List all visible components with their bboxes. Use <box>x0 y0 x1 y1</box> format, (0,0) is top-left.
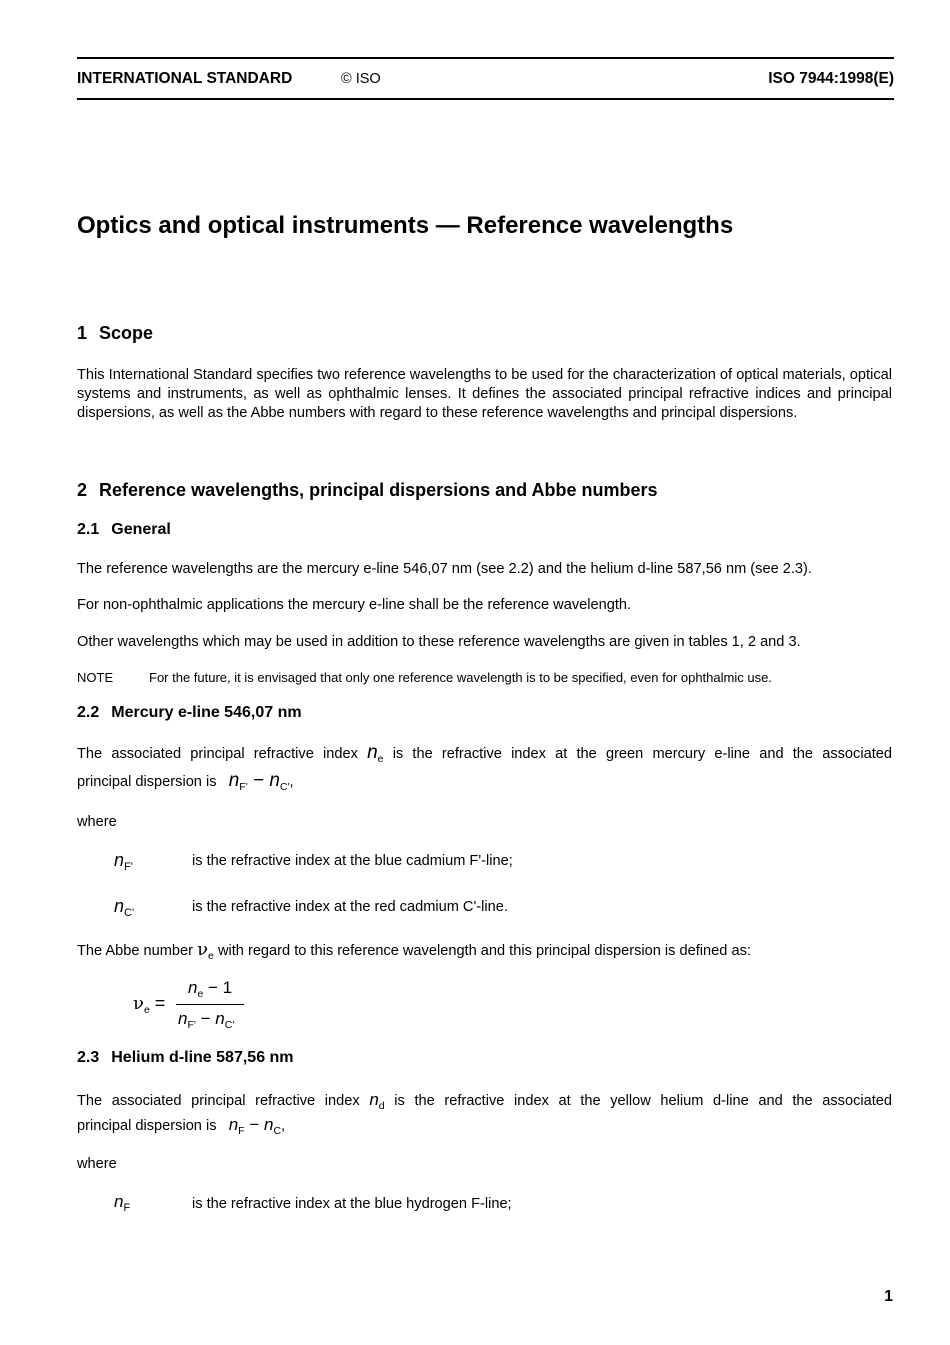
document-title: Optics and optical instruments — Reference wavelengths <box>77 212 734 239</box>
section-2-3-title: Helium d-line 587,56 nm <box>111 1049 294 1066</box>
header-rule-top <box>77 57 894 59</box>
section-2-1-number: 2.1 <box>77 521 100 538</box>
symbol-nu-e: $\nu_e$ <box>197 939 214 962</box>
helium-paragraph-line-2: principal dispersion is $n_F - n_C$, <box>77 1115 286 1137</box>
mercury-p1-after: is the refractive index at the green mercury e-line and the associated <box>392 746 892 762</box>
helium-p2-before: principal dispersion is <box>77 1118 217 1134</box>
header-standard-label: INTERNATIONAL STANDARD <box>77 70 293 87</box>
section-2-3-number: 2.3 <box>77 1049 100 1066</box>
section-2-title: Reference wavelengths, principal dispersions and Abbe numbers <box>99 480 658 500</box>
section-1-title: Scope <box>99 323 154 343</box>
symbol-n-c-prime: $n_{C'}$ <box>114 896 135 919</box>
section-2-heading <box>77 480 658 501</box>
section-2-1-heading <box>77 521 171 539</box>
dispersion-nf-nc-prime: $n_{F'} - n_{C'}$ <box>228 770 290 793</box>
definition-n-f-prime: is the refractive index at the blue cadmium F'-line; <box>192 853 513 869</box>
general-paragraph-3: Other wavelengths which may be used in addition to these reference wavelengths are given in tables 1, 2 and 3. <box>77 634 801 650</box>
section-1-heading <box>77 323 153 344</box>
formula-denominator: $n_{F'} - n_{C'}$ <box>178 1009 235 1031</box>
section-1-number: 1 <box>77 323 88 343</box>
general-paragraph-1: The reference wavelengths are the mercury e-line 546,07 nm (see 2.2) and the helium d-line 587,56 nm (see 2.3). <box>77 561 812 577</box>
note-label: NOTE <box>77 670 114 685</box>
section-2-1-title: General <box>111 521 171 538</box>
symbol-n-e: $n_e$ <box>367 742 384 765</box>
mercury-p2-before: principal dispersion is <box>77 774 217 790</box>
mercury-paragraph-line-1 <box>77 742 892 764</box>
helium-paragraph-line-1 <box>77 1090 892 1110</box>
mercury-paragraph-line-2: principal dispersion is $n_{F'} - n_{C'}$, <box>77 770 294 793</box>
abbe-after: with regard to this reference wavelength and this principal dispersion is defined as: <box>217 943 751 959</box>
section-2-2-number: 2.2 <box>77 704 100 721</box>
helium-where: where <box>77 1156 117 1172</box>
formula-numerator: $n_e - 1$ <box>188 978 233 1000</box>
symbol-n-f: $n_F$ <box>114 1192 131 1214</box>
note-text: For the future, it is envisaged that only one reference wavelength is to be specified, even for ophthalmic use. <box>149 670 772 685</box>
section-2-2-title: Mercury e-line 546,07 nm <box>111 704 302 721</box>
header-rule-bottom <box>77 98 894 100</box>
symbol-n-f-prime: $n_{F'}$ <box>114 850 133 873</box>
section-2-3-heading <box>77 1049 294 1067</box>
symbol-n-d: $n_d$ <box>369 1090 385 1112</box>
header-document-id: ISO 7944:1998(E) <box>768 70 894 87</box>
abbe-number-formula <box>133 978 253 1034</box>
abbe-number-sentence <box>77 939 751 960</box>
section-2-number: 2 <box>77 480 88 500</box>
helium-p1-before: The associated principal refractive index <box>77 1093 360 1109</box>
definition-n-c-prime: is the refractive index at the red cadmium C'-line. <box>192 899 508 915</box>
mercury-where: where <box>77 814 117 830</box>
abbe-before: The Abbe number <box>77 943 194 959</box>
page-number: 1 <box>884 1288 893 1305</box>
general-paragraph-2: For non-ophthalmic applications the mercury e-line shall be the reference wavelength. <box>77 597 632 613</box>
definition-n-f: is the refractive index at the blue hydrogen F-line; <box>192 1196 512 1212</box>
formula-lhs: $\nu_e$ = <box>133 993 166 1016</box>
scope-paragraph: This International Standard specifies two reference wavelengths to be used for the characterization of optical materials, optical systems and instruments, as well as ophthalmic lenses. It defines the associated principal refractive indices and principal dispersions, as well as the Abbe numbers with regard to these reference wavelengths and principal dispersions. <box>77 367 892 421</box>
section-2-2-heading <box>77 704 302 722</box>
dispersion-nf-nc: $n_F - n_C$ <box>228 1115 282 1137</box>
mercury-p1-before: The associated principal refractive index <box>77 746 358 762</box>
helium-p1-after: is the refractive index at the yellow helium d-line and the associated <box>394 1093 893 1109</box>
formula-fraction-bar <box>176 1004 244 1005</box>
header-copyright: © ISO <box>341 71 381 87</box>
